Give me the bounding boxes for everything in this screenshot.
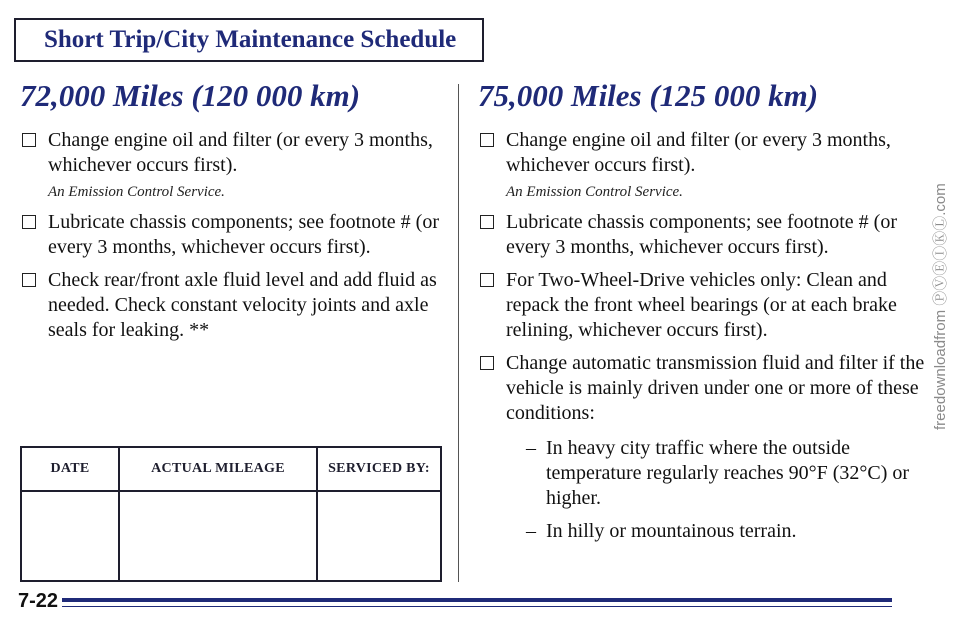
dash-icon: –	[526, 437, 536, 459]
serviced-by-column-header: SERVICED BY:	[317, 447, 441, 491]
schedule-header	[14, 18, 484, 62]
checklist-item	[478, 268, 928, 343]
section-title-75000: 75,000 Miles (125 000 km)	[478, 78, 819, 113]
service-record-table	[20, 446, 442, 582]
condition-text: In hilly or mountainous terrain.	[546, 520, 797, 542]
checklist-item	[20, 128, 450, 178]
item-text: Check rear/front axle fluid level and add fluid as needed. Check constant velocity joints and axle seals for leaking. **	[48, 269, 437, 341]
right-column	[478, 78, 928, 548]
item-text: Change engine oil and filter (or every 3 months, whichever occurs first).	[48, 129, 433, 176]
item-text: Lubricate chassis components; see footnote # (or every 3 months, whichever occurs first).	[48, 211, 439, 258]
mileage-column-header: ACTUAL MILEAGE	[119, 447, 317, 491]
checklist-item	[20, 210, 450, 260]
checkbox-icon	[22, 215, 36, 229]
checkbox-icon	[480, 215, 494, 229]
section-title-72000: 72,000 Miles (120 000 km)	[20, 78, 361, 113]
serviced-by-cell[interactable]	[317, 491, 441, 581]
date-cell[interactable]	[21, 491, 119, 581]
mileage-cell[interactable]	[119, 491, 317, 581]
left-column	[20, 78, 450, 347]
emission-note: An Emission Control Service.	[506, 184, 683, 200]
condition-text: In heavy city traffic where the outside temperature regularly reaches 90°F (32°C) or higher.	[546, 437, 910, 509]
checkbox-icon	[480, 133, 494, 147]
emission-note: An Emission Control Service.	[48, 184, 225, 200]
table-header-row	[21, 447, 441, 491]
column-divider	[458, 84, 459, 582]
footer-rule	[62, 598, 892, 602]
item-text: Change automatic transmission fluid and filter if the vehicle is mainly driven under one or more of these conditions:	[506, 352, 925, 424]
checklist-item	[20, 268, 450, 343]
checkbox-icon	[480, 273, 494, 287]
condition-item	[478, 519, 928, 544]
footer-rule-thin	[62, 606, 892, 607]
dash-icon: –	[526, 520, 536, 542]
schedule-title: Short Trip/City Maintenance Schedule	[44, 26, 457, 53]
checkbox-icon	[22, 133, 36, 147]
item-text: Change engine oil and filter (or every 3 months, whichever occurs first).	[506, 129, 891, 176]
page-number: 7-22	[18, 590, 59, 612]
date-column-header: DATE	[21, 447, 119, 491]
condition-item	[478, 436, 928, 511]
checkbox-icon	[480, 356, 494, 370]
watermark-text: freedownloadfrom ⓅⓋⒺⒾⓀⓁ.com	[932, 183, 949, 430]
checklist-item	[478, 128, 928, 178]
checklist-item	[478, 210, 928, 260]
item-text: Lubricate chassis components; see footnote # (or every 3 months, whichever occurs first).	[506, 211, 897, 258]
checkbox-icon	[22, 273, 36, 287]
checklist-item	[478, 351, 928, 426]
item-text: For Two-Wheel-Drive vehicles only: Clean and repack the front wheel bearings (or at each brake relining, whichever occurs first).	[506, 269, 897, 341]
table-row	[21, 491, 441, 581]
